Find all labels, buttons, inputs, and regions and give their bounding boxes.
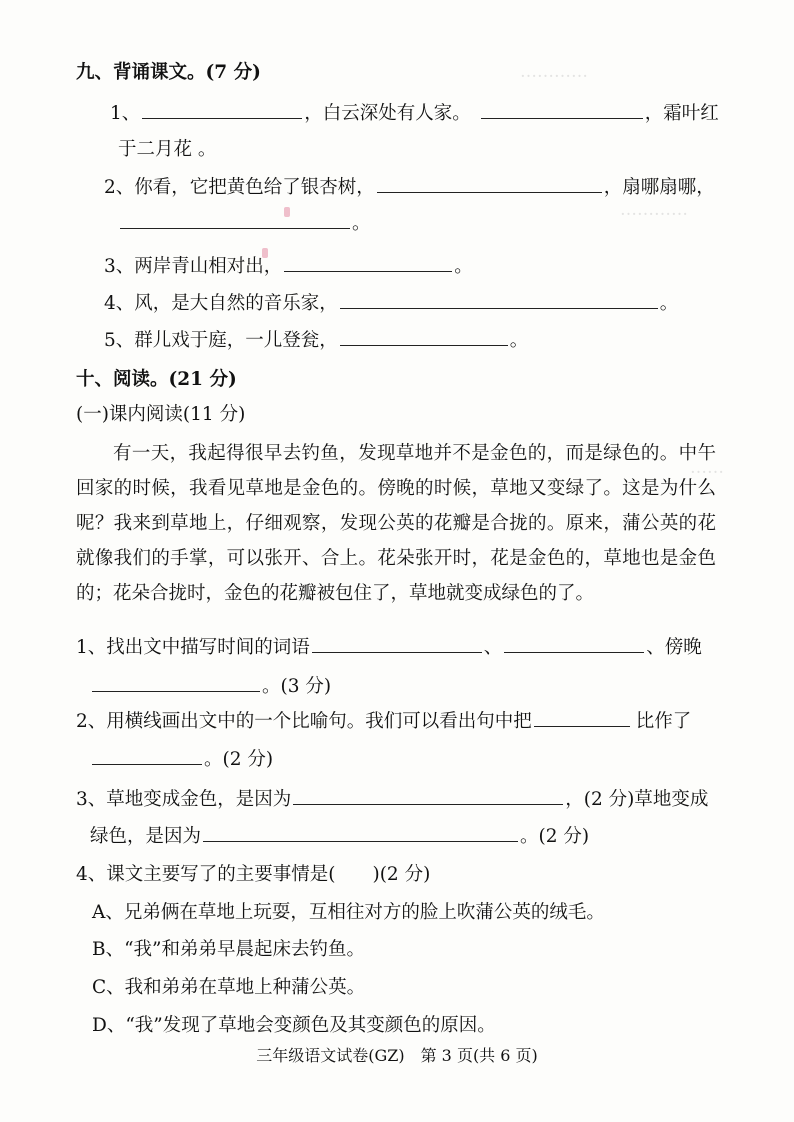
reading-passage: 有一天，我起得很早去钓鱼，发现草地并不是金色的，而是绿色的。中午回家的时候，我看见草地是金色的。傍晚的时候，草地又变绿了。这是为什么呢？我来到草地上，仔细观察，发现公英的花瓣是合拢的。原来，蒲公英的花就像我们的手掌，可以张开、合上。花朵张开时，花是金色的，草地也是金色的；花朵合拢时，金色的花瓣被包住了，草地就变成绿色的了。 <box>76 443 716 604</box>
answer-blank[interactable] <box>142 100 302 119</box>
answer-blank[interactable] <box>504 634 644 653</box>
q4-period: 。 <box>659 293 679 314</box>
q1-number: 1、 <box>110 103 141 124</box>
recite-q5 <box>104 327 528 354</box>
reading-q2-line1 <box>76 708 691 735</box>
rq2-end: 。(2 分) <box>204 749 274 770</box>
q1a-text: ，白云深处有人家。 <box>304 103 471 124</box>
rq3-cont: 绿色，是因为 <box>90 826 202 847</box>
page-footer: 三年级语文试卷(GZ) 第 3 页(共 6 页) <box>256 1046 538 1065</box>
reading-q3-line1 <box>76 786 708 813</box>
rq3-mid: ，(2 分)草地变成 <box>565 789 709 810</box>
q5-text: 5、群儿戏于庭，一儿登瓮， <box>104 330 338 351</box>
answer-blank[interactable] <box>120 210 350 229</box>
q4-text: 4、风，是大自然的音乐家， <box>104 293 338 314</box>
recite-q1-line1 <box>110 100 719 127</box>
rq1-end: 。(3 分) <box>262 676 332 697</box>
q2-period: 。 <box>352 213 371 234</box>
reading-q1-line1 <box>76 634 702 661</box>
q3-period: 。 <box>454 256 473 277</box>
bleed-through-text: ………… <box>520 62 588 82</box>
rq1-text: 1、找出文中描写时间的词语 <box>76 637 310 658</box>
rq1-sep: 、 <box>483 637 503 658</box>
answer-blank[interactable] <box>203 823 518 842</box>
answer-blank[interactable] <box>312 634 482 653</box>
answer-blank[interactable] <box>284 253 452 272</box>
answer-blank[interactable] <box>534 708 630 727</box>
recite-q2-line2 <box>118 210 371 237</box>
recite-q1-line2: 于二月花 。 <box>118 139 217 160</box>
q1b-text: ，霜叶红 <box>644 103 719 124</box>
option-d[interactable]: D、“我”发现了草地会变颜色及其变颜色的原因。 <box>92 1015 496 1036</box>
reading-q3-line2 <box>90 823 589 850</box>
reading-q2-line2 <box>90 746 273 773</box>
rq2-mid: 比作了 <box>635 711 692 732</box>
q2-text-end: ，扇哪扇哪， <box>603 177 715 198</box>
reading-subheading: (一)课内阅读(11 分) <box>76 404 246 425</box>
reading-q1-line2 <box>90 673 331 700</box>
q3-text: 3、两岸青山相对出， <box>104 256 283 277</box>
rq1-mid: 、傍晚 <box>646 637 702 658</box>
answer-blank[interactable] <box>92 746 202 765</box>
q5-period: 。 <box>509 330 529 351</box>
answer-blank[interactable] <box>293 786 563 805</box>
option-b[interactable]: B、“我”和弟弟早晨起床去钓鱼。 <box>92 939 366 960</box>
answer-blank[interactable] <box>340 327 508 346</box>
answer-blank[interactable] <box>340 290 658 309</box>
option-c[interactable]: C、我和弟弟在草地上种蒲公英。 <box>92 977 366 998</box>
rq3-end: 。(2 分) <box>520 826 590 847</box>
bleed-through-text: …… <box>690 458 724 478</box>
answer-blank[interactable] <box>377 174 602 193</box>
bleed-through-text: ………… <box>620 200 688 220</box>
recite-q4 <box>104 290 678 317</box>
rq3-text: 3、草地变成金色，是因为 <box>76 789 292 810</box>
recite-q2-line1 <box>104 174 715 201</box>
reading-q4: 4、课文主要写了的主要事情是( )(2 分) <box>76 864 431 885</box>
section-10-heading: 十、阅读。(21 分) <box>76 369 237 390</box>
recite-q3 <box>104 253 473 280</box>
q2-text: 2、你看，它把黄色给了银杏树， <box>104 177 375 198</box>
answer-blank[interactable] <box>92 673 260 692</box>
section-9-heading: 九、背诵课文。(7 分) <box>76 62 261 83</box>
answer-blank[interactable] <box>481 100 643 119</box>
option-a[interactable]: A、兄弟俩在草地上玩耍，互相往对方的脸上吹蒲公英的绒毛。 <box>92 902 605 923</box>
rq2-text: 2、用横线画出文中的一个比喻句。我们可以看出句中把 <box>76 711 532 732</box>
